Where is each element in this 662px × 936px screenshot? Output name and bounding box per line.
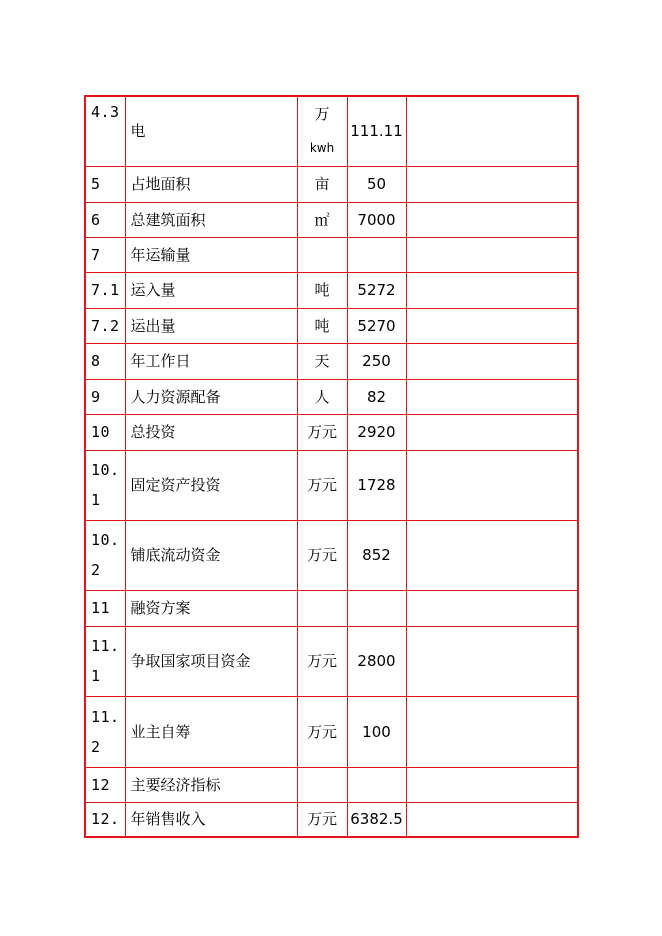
item-name: 铺底流动资金 [125, 520, 297, 590]
value-cell: 2920 [347, 414, 406, 450]
row-number-line-1: 10. [91, 461, 120, 479]
note-cell [406, 414, 578, 450]
table-row [85, 343, 578, 379]
unit-cell [297, 96, 347, 166]
unit-cell: 天 [297, 343, 347, 379]
item-name: 年工作日 [125, 343, 297, 379]
table-row [85, 237, 578, 272]
item-name: 总投资 [125, 414, 297, 450]
item-name: 年运输量 [125, 237, 297, 272]
note-cell [406, 343, 578, 379]
row-number [85, 450, 125, 520]
row-number: 7 [85, 237, 125, 272]
row-number [85, 626, 125, 696]
unit-cell: 吨 [297, 308, 347, 343]
table-row [85, 520, 578, 590]
table-row [85, 696, 578, 767]
value-cell [347, 767, 406, 802]
table-row [85, 590, 578, 626]
row-number-line-2: 1 [91, 667, 101, 685]
row-number-line-2: 2 [91, 737, 101, 756]
note-cell [406, 802, 578, 837]
row-number-line-1: 11. [91, 637, 120, 655]
item-name: 融资方案 [125, 590, 297, 626]
row-number: 10 [85, 414, 125, 450]
unit-cell: ㎡ [297, 202, 347, 237]
row-number: 6 [85, 202, 125, 237]
value-cell: 852 [347, 520, 406, 590]
note-cell [406, 166, 578, 202]
value-cell [347, 590, 406, 626]
table-row [85, 802, 578, 837]
row-number [85, 520, 125, 590]
unit-cell [297, 590, 347, 626]
item-name: 年销售收入 [125, 802, 297, 837]
table-row [85, 379, 578, 414]
unit-text-bottom: kwh [309, 141, 335, 156]
table-row [85, 96, 578, 166]
unit-cell: 人 [297, 379, 347, 414]
row-number: 11 [85, 590, 125, 626]
unit-cell: 亩 [297, 166, 347, 202]
row-number: 12. [85, 802, 125, 837]
unit-cell: 万元 [297, 626, 347, 696]
note-cell [406, 379, 578, 414]
table-row [85, 166, 578, 202]
unit-cell [297, 767, 347, 802]
table-row [85, 767, 578, 802]
item-name: 运出量 [125, 308, 297, 343]
value-cell: 6382.5 [347, 802, 406, 837]
unit-cell: 万元 [297, 696, 347, 767]
row-number-line-2: 1 [91, 491, 101, 509]
note-cell [406, 450, 578, 520]
value-cell: 82 [347, 379, 406, 414]
value-cell: 111.11 [347, 96, 406, 166]
note-cell [406, 272, 578, 308]
item-name: 争取国家项目资金 [125, 626, 297, 696]
row-number: 4.3 [85, 96, 125, 166]
unit-cell: 万元 [297, 450, 347, 520]
table-row [85, 450, 578, 520]
unit-cell: 吨 [297, 272, 347, 308]
note-cell [406, 96, 578, 166]
row-number: 7.1 [85, 272, 125, 308]
row-number-line-1: 11. [91, 707, 120, 726]
row-number: 9 [85, 379, 125, 414]
item-name: 电 [125, 96, 297, 166]
value-cell: 50 [347, 166, 406, 202]
value-cell: 250 [347, 343, 406, 379]
value-cell: 100 [347, 696, 406, 767]
row-number: 7.2 [85, 308, 125, 343]
table-row [85, 626, 578, 696]
unit-cell [297, 237, 347, 272]
row-number: 5 [85, 166, 125, 202]
row-number [85, 696, 125, 767]
item-name: 业主自筹 [125, 696, 297, 767]
table-row [85, 202, 578, 237]
value-cell: 1728 [347, 450, 406, 520]
item-name: 人力资源配备 [125, 379, 297, 414]
note-cell [406, 696, 578, 767]
value-cell: 5272 [347, 272, 406, 308]
row-number: 12 [85, 767, 125, 802]
note-cell [406, 202, 578, 237]
value-cell: 5270 [347, 308, 406, 343]
note-cell [406, 237, 578, 272]
table-row [85, 414, 578, 450]
unit-text-top: 万 [314, 105, 330, 124]
note-cell [406, 590, 578, 626]
value-cell: 2800 [347, 626, 406, 696]
unit-cell: 万元 [297, 802, 347, 837]
row-number-line-2: 2 [91, 561, 101, 579]
table-row [85, 308, 578, 343]
note-cell [406, 626, 578, 696]
item-name: 运入量 [125, 272, 297, 308]
unit-cell: 万元 [297, 520, 347, 590]
item-name: 占地面积 [125, 166, 297, 202]
value-cell: 7000 [347, 202, 406, 237]
item-name: 固定资产投资 [125, 450, 297, 520]
table-row [85, 272, 578, 308]
item-name: 总建筑面积 [125, 202, 297, 237]
value-cell [347, 237, 406, 272]
note-cell [406, 767, 578, 802]
item-name: 主要经济指标 [125, 767, 297, 802]
unit-cell: 万元 [297, 414, 347, 450]
row-number-line-1: 10. [91, 531, 120, 549]
note-cell [406, 520, 578, 590]
note-cell [406, 308, 578, 343]
data-table [84, 95, 579, 838]
row-number: 8 [85, 343, 125, 379]
